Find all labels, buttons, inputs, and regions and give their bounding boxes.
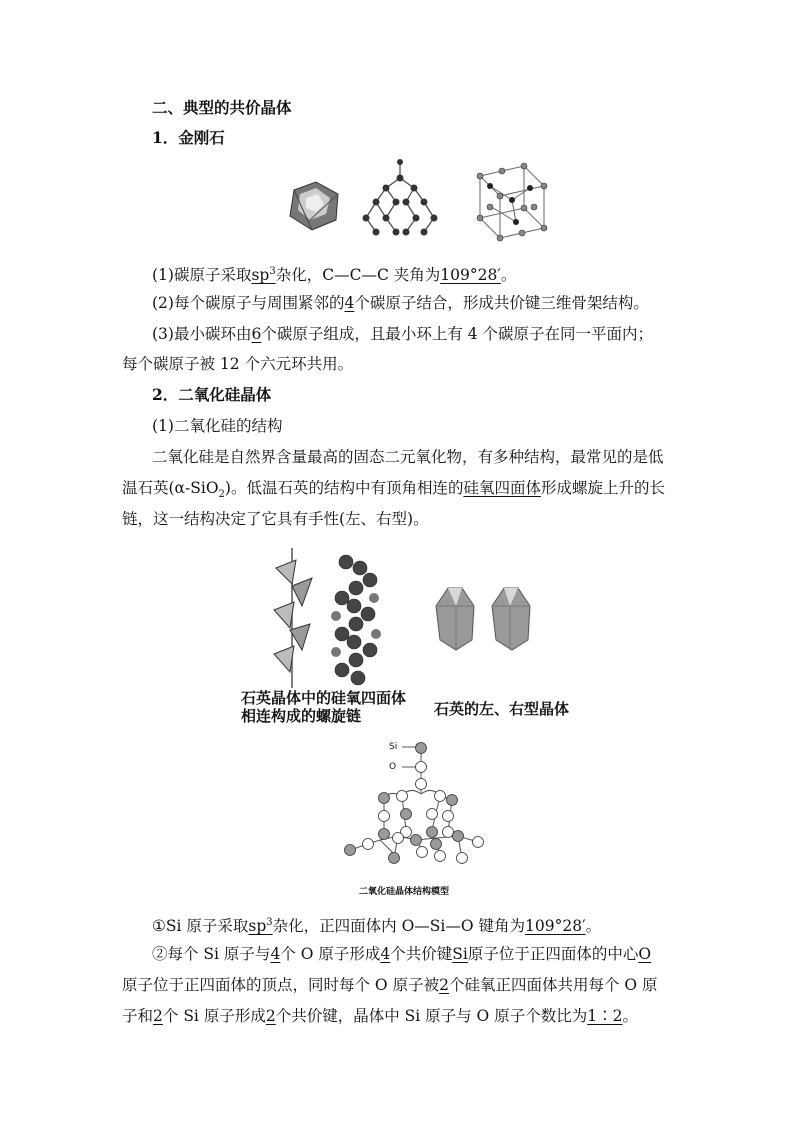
subheading-diamond: 1．金刚石 — [152, 128, 225, 147]
subheading-silica: 2．二氧化硅晶体 — [152, 385, 272, 404]
diamond-point-1 — [152, 262, 516, 285]
bond-angle-value: 109°28′ — [525, 917, 586, 936]
text-span: (2)每个碳原子与周围紧邻的 — [152, 294, 345, 312]
superscript: 3 — [269, 266, 276, 277]
text-span: 形成螺旋上升的长 — [541, 479, 666, 497]
text-span: 个碳原子组成，且最小环上有 4 个碳原子在同一平面内； — [261, 325, 654, 343]
neighbor-count: 4 — [344, 294, 355, 312]
shared-count: 2 — [439, 976, 449, 994]
text-span: 个共价键 — [390, 945, 453, 963]
text-span: (3)最小碳环由 — [152, 325, 252, 343]
text-span: 温石英(α-SiO — [122, 479, 219, 497]
hybridization-value: sp — [251, 266, 270, 285]
text-span: 个共价键，晶体中 Si 原子与 O 原子个数比为 — [275, 1007, 588, 1025]
bond-count: 4 — [380, 945, 391, 963]
quartz-left-crystal-image — [432, 584, 478, 652]
text-span: 个硅氧正四面体共用每个 O 原 — [448, 976, 658, 994]
bond-count: 2 — [265, 1007, 276, 1025]
si-count: 2 — [153, 1007, 163, 1025]
diamond-gem-image — [286, 180, 342, 232]
diamond-point-3 — [152, 324, 653, 344]
superscript: 3 — [266, 917, 273, 928]
quartz-helix-tetrahedra-image — [268, 548, 316, 688]
diamond-unit-cell-image — [460, 156, 550, 246]
silica-paragraph-line-2 — [122, 478, 665, 505]
text-span: ①Si 原子采取 — [152, 917, 249, 936]
text-span: 个碳原子结合，形成共价键三维骨架结构。 — [354, 294, 649, 312]
silica-point-2-cont — [122, 975, 658, 995]
silica-paragraph-line-3: 链，这一结构决定了它具有手性(左、右型)。 — [122, 510, 429, 528]
silica-point-1 — [152, 913, 601, 936]
model-label-o: O — [389, 762, 397, 772]
text-span: 。 — [500, 266, 517, 285]
diamond-tetrahedral-network-image — [358, 156, 448, 246]
text-span: 。 — [622, 1007, 638, 1025]
tetrahedron-term: 硅氧四面体 — [463, 479, 541, 497]
silica-point-2 — [152, 944, 651, 964]
silica-network-model-image — [340, 740, 490, 870]
silica-point-2-end — [122, 1006, 638, 1026]
text-span: 子和 — [122, 1007, 154, 1025]
diamond-point-2 — [152, 293, 649, 313]
helix-caption-line-2: 相连构成的螺旋链 — [241, 707, 362, 725]
text-span: 原子位于正四面体的顶点，同时每个 O 原子被 — [122, 976, 440, 994]
model-label-si: Si — [389, 742, 398, 752]
text-span: )。低温石英的结构中有顶角相连的 — [224, 479, 464, 497]
quartz-right-crystal-image — [488, 584, 534, 652]
diamond-point-3-cont: 每个碳原子被 12 个六元环共用。 — [122, 355, 354, 373]
si-term: Si — [452, 945, 468, 963]
quartz-helix-ball-model-image — [326, 548, 386, 688]
text-span: ②每个 Si 原子与 — [152, 945, 271, 963]
helix-caption-line-1: 石英晶体中的硅氧四面体 — [241, 689, 407, 707]
silica-paragraph-line-1: 二氧化硅是自然界含量最高的固态二元氧化物，有多种结构，最常见的是低 — [152, 448, 664, 466]
atom-ratio: 1∶2 — [587, 1007, 623, 1025]
silica-structure-heading: (1)二氧化硅的结构 — [152, 417, 283, 435]
text-span: 。 — [585, 917, 602, 936]
text-span: 杂化，正四面体内 O—Si—O 键角为 — [272, 917, 526, 936]
subscript: 2 — [218, 489, 225, 501]
text-span: 个 Si 原子形成 — [162, 1007, 266, 1025]
text-span: 个 O 原子形成 — [280, 945, 381, 963]
text-span: (1)碳原子采取 — [152, 266, 252, 285]
text-span: 杂化，C—C—C 夹角为 — [275, 266, 441, 285]
ring-size: 6 — [251, 325, 262, 343]
o-term: O — [638, 945, 652, 963]
crystal-caption: 石英的左、右型晶体 — [434, 700, 570, 718]
section-heading: 二、典型的共价晶体 — [152, 98, 292, 117]
bond-angle-value: 109°28′ — [440, 266, 501, 285]
model-caption: 二氧化硅晶体结构模型 — [359, 887, 450, 897]
text-span: 原子位于正四面体的中心 — [467, 945, 639, 963]
o-count: 4 — [270, 945, 281, 963]
hybridization-value: sp — [248, 917, 267, 936]
